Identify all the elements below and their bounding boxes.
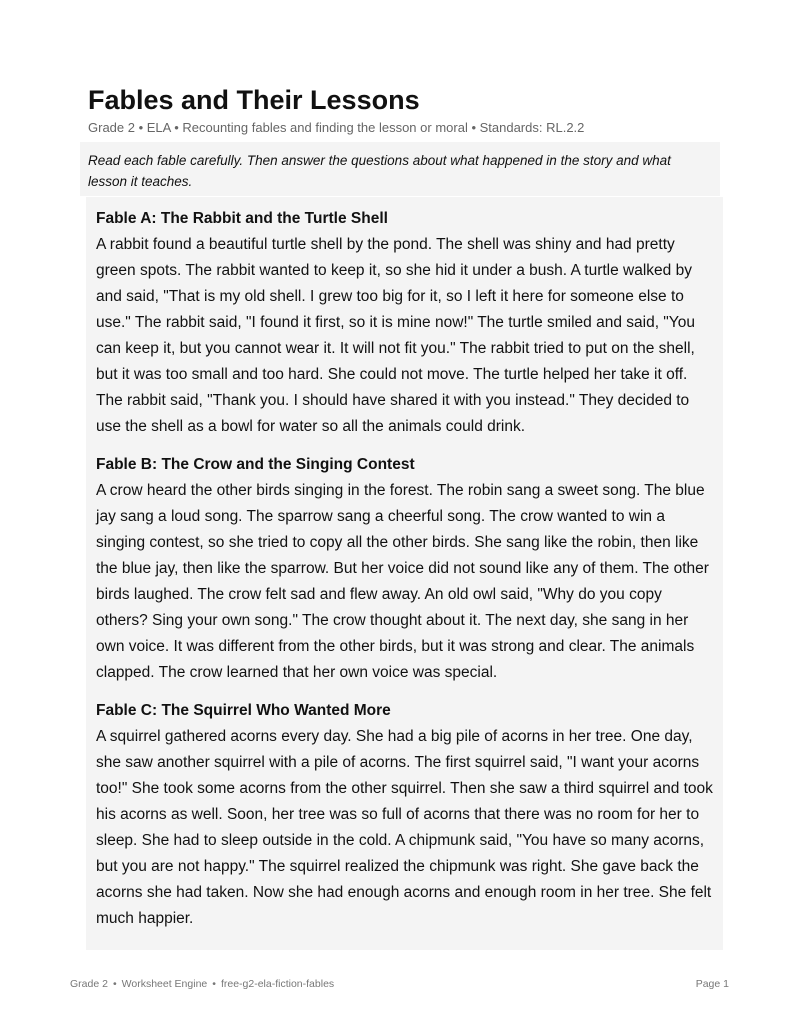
footer-slug: free-g2-ela-fiction-fables xyxy=(220,978,335,990)
page-number: Page 1 xyxy=(695,978,729,990)
footer-separator: • xyxy=(212,978,216,990)
fable-a xyxy=(96,206,713,440)
footer-separator: • xyxy=(112,978,117,990)
fable-b xyxy=(96,452,713,686)
fable-title: Fable A: The Rabbit and the Turtle Shell xyxy=(96,210,388,227)
footer-engine: Worksheet Engine xyxy=(121,978,208,990)
fable-title: Fable C: The Squirrel Who Wanted More xyxy=(96,702,391,719)
fable-text: A crow heard the other birds singing in the forest. The robin sang a sweet song. The blue jay sang a loud song. The sparrow sang a cheerful song. The crow wanted to win a singing contest, so she tried to copy all the other birds. She sang like the robin, then like the blue jay, then like the sparrow. But her voice did not sound like any of them. The other birds laughed. The crow felt sad and flew away. An old owl said, "Why do you copy others? Sing your own song." The crow thought about it. The next day, she sang in her own voice. It was different from the other birds, but it was strong and clear. The animals clapped. The crow learned that her own voice was special. xyxy=(96,482,709,681)
page-subtitle: Grade 2 • ELA • Recounting fables and finding the lesson or moral • Standards: RL.2.2 xyxy=(88,120,585,135)
fable-c xyxy=(96,698,713,932)
instructions-text: Read each fable carefully. Then answer the questions about what happened in the story and what lesson it teaches. xyxy=(88,153,671,189)
fables-container xyxy=(86,197,723,950)
fable-text: A squirrel gathered acorns every day. She had a big pile of acorns in her tree. One day, she saw another squirrel with a pile of acorns. The first squirrel said, "I want your acorns too!" She took some acorns from the other squirrel. Then she saw a third squirrel and took his acorns as well. Soon, her tree was so full of acorns that there was no room for her to sleep. She had to sleep outside in the cold. A chipmunk said, "You have so many acorns, but you are not happy." The squirrel realized the chipmunk was right. She gave back the acorns she had taken. Now she had enough acorns and enough room in her tree. She felt much happier. xyxy=(96,728,713,927)
footer-grade: Grade 2 xyxy=(70,978,108,990)
fable-title: Fable B: The Crow and the Singing Contest xyxy=(96,456,415,473)
instructions-box xyxy=(80,142,720,196)
fable-text: A rabbit found a beautiful turtle shell by the pond. The shell was shiny and had pretty green spots. The rabbit wanted to keep it, so she hid it under a bush. A turtle walked by and said, "That is my old shell. I grew too big for it, so I left it here for someone else to use." The rabbit said, "I found it first, so it is mine now!" The turtle smiled and said, "You can keep it, but you cannot wear it. It will not fit you." The rabbit tried to put on the shell, but it was too small and too hard. She could not move. The turtle helped her take it off. The rabbit said, "Thank you. I should have shared it with you instead." They decided to use the shell as a bowl for water so all the animals could drink. xyxy=(96,236,695,435)
footer-info xyxy=(70,978,334,990)
page-title: Fables and Their Lessons xyxy=(88,85,420,115)
